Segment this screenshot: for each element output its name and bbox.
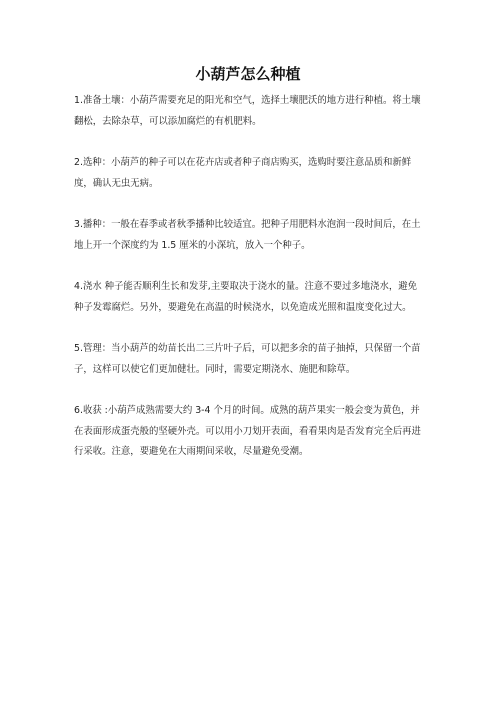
document-title: 小葫芦怎么种植 xyxy=(195,65,301,83)
paragraph-sowing: 3.播种：一般在春季或者秋季播种比较适宜。把种子用肥料水泡润一段时间后，在土地上开一个深度约为 1.5 厘米的小深坑，放入一个种子。 xyxy=(74,219,421,251)
document-body xyxy=(74,91,424,484)
paragraph-watering: 4.浇水 种子能否顺利生长和发芽,主要取决于浇水的量。注意不要过多地浇水，避免种子发霉腐烂。另外，要避免在高温的时候浇水，以免造成光照和温度变化过大。 xyxy=(74,281,418,313)
paragraph-management: 5.管理：当小葫芦的幼苗长出二三片叶子后，可以把多余的苗子抽掉，只保留一个苗子，这样可以使它们更加健壮。同时，需要定期浇水、施肥和除草。 xyxy=(74,343,421,375)
paragraph-select-seeds: 2.选种：小葫芦的种子可以在花卉店或者种子商店购买，选购时要注意品质和新鲜度，确认无虫无病。 xyxy=(74,157,412,189)
paragraph-harvest: 6.收获 :小葫芦成熟需要大约 3-4 个月的时间。成熟的葫芦果实一般会变为黄色，并在表面形成蛋壳般的坚硬外壳。可以用小刀划开表面，看看果肉是否发育完全后再进行采收。注意，要避免在大雨期间采收，尽量避免受潮。 xyxy=(74,405,421,457)
paragraph-prepare-soil: 1.准备土壤：小葫芦需要充足的阳光和空气，选择土壤肥沃的地方进行种植。将土壤翻松，去除杂草，可以添加腐烂的有机肥料。 xyxy=(74,95,421,127)
